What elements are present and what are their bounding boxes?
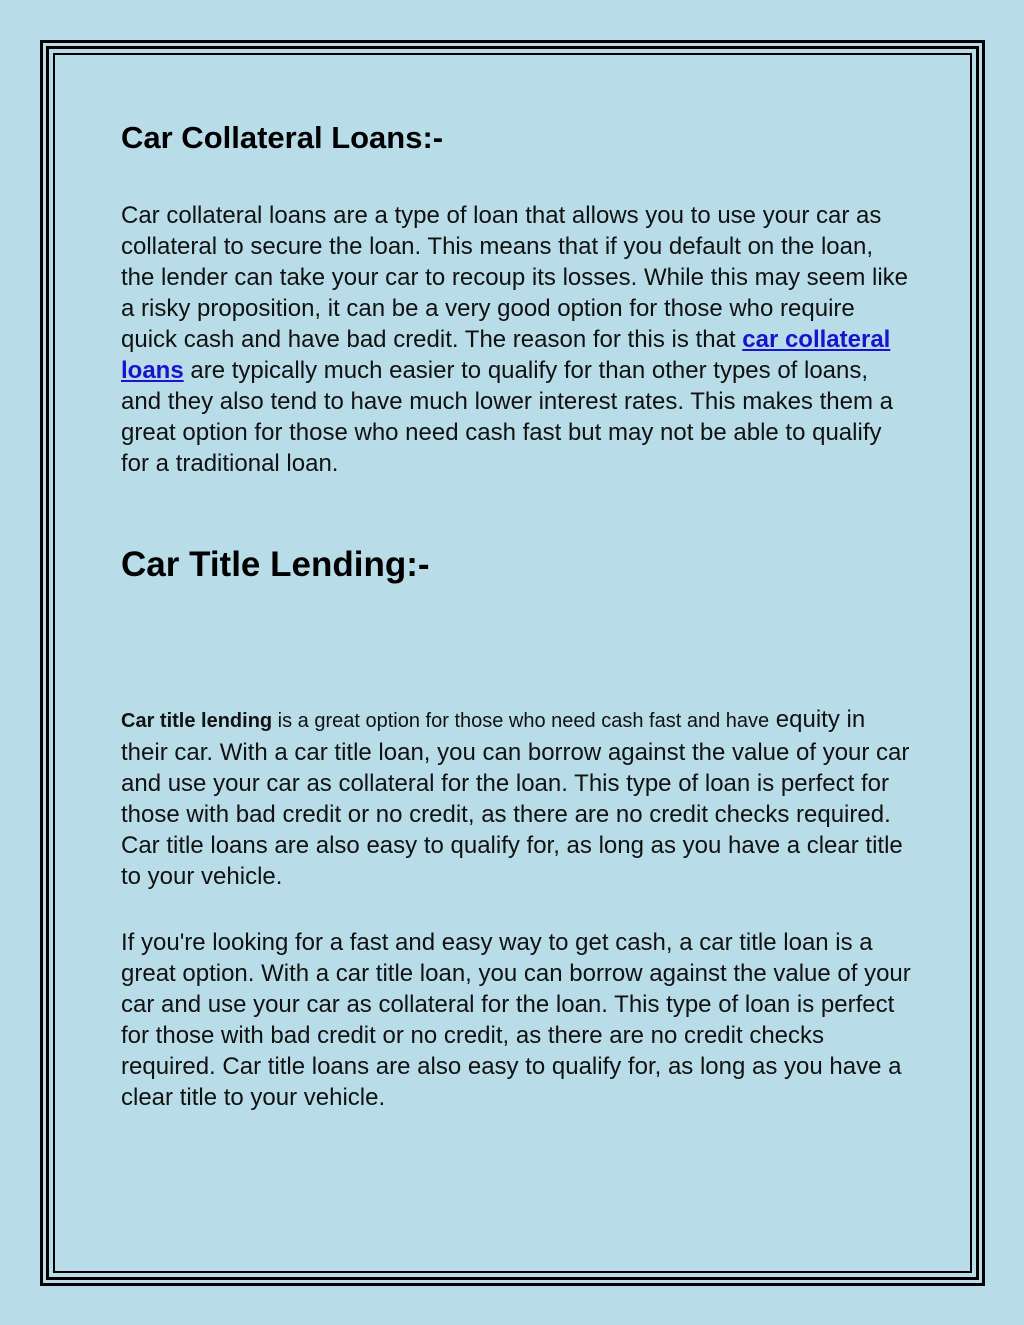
- car-collateral-loans-link[interactable]: car collateral loans: [121, 326, 891, 384]
- heading-car-collateral-loans: Car Collateral Loans:-: [121, 120, 444, 155]
- paragraph-text-end: are typically much easier to qualify for than other types of loans, and they also tend to have much lower interest rates. This makes them a great option for those who need cash fast but may not be able to qualify for a traditional loan.: [121, 357, 893, 477]
- heading-car-title-lending: Car Title Lending:-: [121, 545, 430, 584]
- paragraph-car-title-lending: [121, 704, 911, 892]
- paragraph-fast-easy-cash: If you're looking for a fast and easy way to get cash, a car title loan is a great option. With a car title loan, you can borrow against the value of your car and use your car as collateral for the loan. This type of loan is perfect for those with bad credit or no credit, as there are no credit checks required. Car title loans are also easy to qualify for, as long as you have a clear title to your vehicle.: [121, 929, 911, 1111]
- paragraph-text-start: Car collateral loans are a type of loan that allows you to use your car as collateral to secure the loan. This means that if you default on the loan, the lender can take your car to recoup its losses. While this may seem like a risky proposition, it can be a very good option for those who require quick cash and have bad credit. The reason for this is that: [121, 202, 909, 353]
- paragraph-lead-text: is a great option for those who need cash fast and have: [272, 710, 770, 732]
- car-title-lending-bold-term: Car title lending: [121, 710, 273, 732]
- document-body: [121, 118, 911, 1113]
- paragraph-body-text: equity in their car. With a car title loan, you can borrow against the value of your car and use your car as collateral for the loan. This type of loan is perfect for those with bad credit or no credit, as there are no credit checks required. Car title loans are also easy to qualify for, as long as you have a clear title to your vehicle.: [121, 706, 910, 890]
- paragraph-car-collateral-loans: [121, 200, 911, 479]
